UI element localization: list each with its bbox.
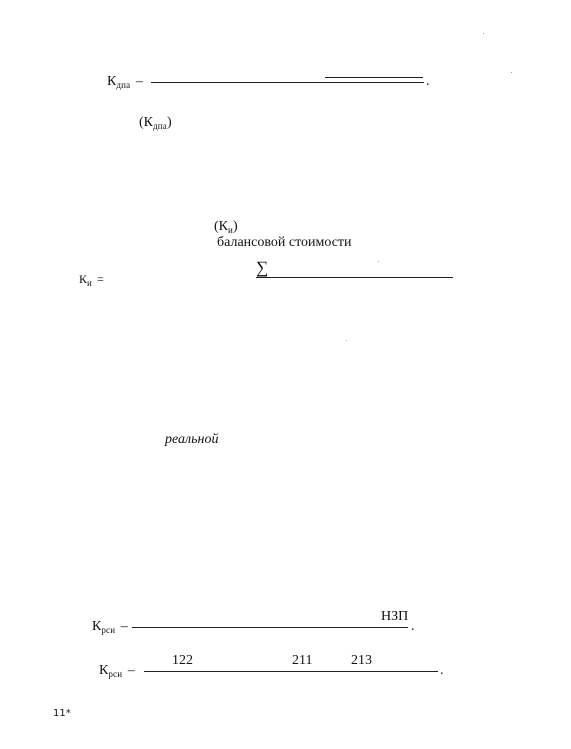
k-rsi-2-symbol: К — [99, 663, 109, 678]
k-rsi-1-end-period: . — [411, 619, 415, 634]
scan-speck — [346, 340, 347, 341]
k-i-symbol: К — [79, 272, 88, 286]
k-i-subscript: и — [87, 278, 93, 288]
sum-sign: ∑ — [256, 258, 269, 277]
k-rsi-2-numerator-211: 211 — [292, 653, 313, 668]
formula-k-i — [79, 271, 104, 291]
k-dpa-end-period: . — [426, 74, 430, 89]
k-rsi-2-subscript: рси — [108, 669, 123, 679]
k-rsi-1-symbol: К — [92, 619, 102, 634]
scan-speck — [378, 261, 379, 262]
balance-text: балансовой стоимости — [217, 235, 352, 250]
real-word: реальной — [165, 432, 219, 447]
k-dpa-subscript: дпа — [116, 80, 131, 90]
k-dpa-numerator-line — [325, 77, 423, 78]
k-i-label: $(К_и)$ — [214, 219, 238, 235]
k-i-operator: = — [97, 272, 104, 286]
k-rsi-1-operator: – — [120, 619, 128, 634]
k-rsi-2-operator: – — [127, 663, 135, 678]
formula-k-rsi-2 — [99, 663, 135, 682]
k-dpa-symbol: К — [107, 74, 117, 89]
k-rsi-2-end-period: . — [440, 663, 444, 678]
k-dpa-label: $(К_{дпа})$ — [139, 115, 172, 131]
k-rsi-2-numerator-213: 213 — [351, 653, 372, 668]
formula-k-rsi-1 — [92, 619, 128, 638]
k-dpa-operator: – — [135, 74, 143, 89]
formula-k-dpa — [107, 74, 143, 93]
page-mark: 11* — [53, 708, 71, 719]
k-rsi-1-numerator: НЗП — [381, 609, 409, 624]
k-rsi-2-numerator-122: 122 — [172, 653, 193, 668]
k-rsi-2-fraction-line — [144, 671, 438, 672]
k-dpa-fraction-line — [151, 82, 424, 83]
k-rsi-1-fraction-line — [132, 627, 408, 628]
k-rsi-1-subscript: рси — [101, 625, 116, 635]
scan-speck — [483, 33, 484, 34]
scan-speck — [511, 72, 512, 73]
k-i-fraction-line — [256, 277, 453, 278]
